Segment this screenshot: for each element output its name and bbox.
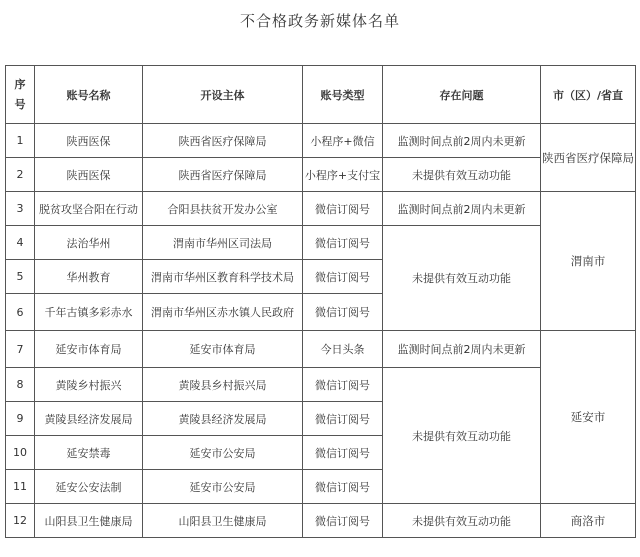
header-operator: 开设主体 [143, 66, 303, 124]
row-account-name: 华州教育 [35, 260, 143, 294]
header-region: 市（区）/省直 [541, 66, 636, 124]
unqualified-media-table [5, 65, 636, 538]
table-row [6, 124, 636, 158]
row-operator: 山阳县卫生健康局 [143, 504, 303, 538]
row-account-type: 小程序+支付宝 [303, 158, 383, 192]
row-seq: 3 [6, 192, 35, 226]
region-cell: 商洛市 [541, 504, 636, 538]
row-operator: 渭南市华州区教育科学技术局 [143, 260, 303, 294]
region-cell: 渭南市 [541, 192, 636, 331]
row-account-type: 今日头条 [303, 331, 383, 368]
row-seq: 10 [6, 436, 35, 470]
row-account-type: 微信订阅号 [303, 260, 383, 294]
row-account-type: 小程序+微信 [303, 124, 383, 158]
region-cell: 延安市 [541, 331, 636, 504]
table-row [6, 331, 636, 368]
row-seq: 9 [6, 402, 35, 436]
row-operator: 合阳县扶贫开发办公室 [143, 192, 303, 226]
row-account-type: 微信订阅号 [303, 436, 383, 470]
row-operator: 陕西省医疗保障局 [143, 124, 303, 158]
row-account-type: 微信订阅号 [303, 368, 383, 402]
header-seq-1: 序 [14, 77, 26, 91]
row-account-type: 微信订阅号 [303, 402, 383, 436]
row-account-name: 千年古镇多彩赤水 [35, 294, 143, 331]
row-account-type: 微信订阅号 [303, 192, 383, 226]
row-problem: 未提供有效互动功能 [383, 368, 541, 504]
row-account-type: 微信订阅号 [303, 226, 383, 260]
row-problem: 监测时间点前2周内未更新 [383, 331, 541, 368]
row-account-name: 延安市体育局 [35, 331, 143, 368]
row-seq: 2 [6, 158, 35, 192]
row-account-name: 延安公安法制 [35, 470, 143, 504]
row-account-name: 延安禁毒 [35, 436, 143, 470]
row-seq: 7 [6, 331, 35, 368]
row-problem: 未提供有效互动功能 [383, 158, 541, 192]
row-account-name: 黄陵乡村振兴 [35, 368, 143, 402]
row-operator: 黄陵县乡村振兴局 [143, 368, 303, 402]
row-account-name: 黄陵县经济发展局 [35, 402, 143, 436]
header-account-type: 账号类型 [303, 66, 383, 124]
table-row [6, 504, 636, 538]
row-account-type: 微信订阅号 [303, 504, 383, 538]
header-seq [6, 66, 35, 124]
row-problem: 未提供有效互动功能 [383, 226, 541, 331]
row-operator: 渭南市华州区赤水镇人民政府 [143, 294, 303, 331]
row-seq: 5 [6, 260, 35, 294]
row-account-name: 陕西医保 [35, 124, 143, 158]
row-seq: 11 [6, 470, 35, 504]
row-account-name: 法治华州 [35, 226, 143, 260]
row-operator: 黄陵县经济发展局 [143, 402, 303, 436]
row-seq: 12 [6, 504, 35, 538]
row-operator: 延安市公安局 [143, 436, 303, 470]
row-account-name: 陕西医保 [35, 158, 143, 192]
row-operator: 陕西省医疗保障局 [143, 158, 303, 192]
row-seq: 6 [6, 294, 35, 331]
page-title: 不合格政务新媒体名单 [239, 12, 400, 30]
row-problem: 未提供有效互动功能 [383, 504, 541, 538]
row-seq: 4 [6, 226, 35, 260]
header-problem: 存在问题 [383, 66, 541, 124]
header-row [6, 66, 636, 124]
header-account-name: 账号名称 [35, 66, 143, 124]
row-problem: 监测时间点前2周内未更新 [383, 124, 541, 158]
row-operator: 延安市公安局 [143, 470, 303, 504]
table-row [6, 192, 636, 226]
row-account-type: 微信订阅号 [303, 470, 383, 504]
row-operator: 延安市体育局 [143, 331, 303, 368]
row-problem: 监测时间点前2周内未更新 [383, 192, 541, 226]
region-cell: 陕西省医疗保障局 [541, 124, 636, 192]
row-account-name: 山阳县卫生健康局 [35, 504, 143, 538]
row-account-name: 脱贫攻坚合阳在行动 [35, 192, 143, 226]
row-operator: 渭南市华州区司法局 [143, 226, 303, 260]
header-seq-2: 号 [14, 97, 26, 111]
row-seq: 8 [6, 368, 35, 402]
row-account-type: 微信订阅号 [303, 294, 383, 331]
row-seq: 1 [6, 124, 35, 158]
